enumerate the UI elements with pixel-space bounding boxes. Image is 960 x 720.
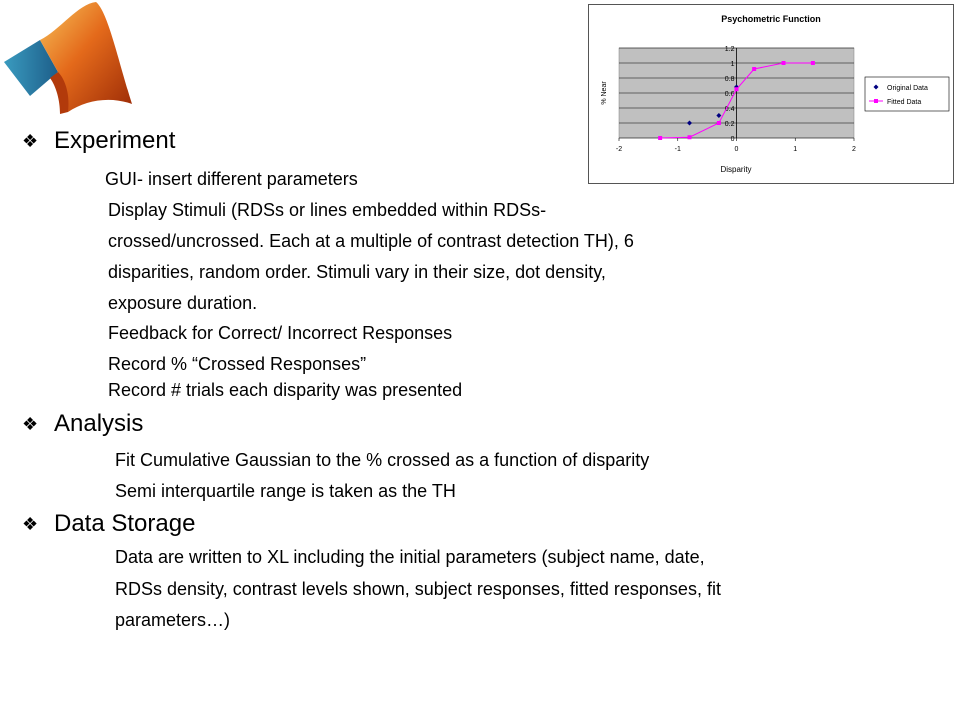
fitted-data-point xyxy=(752,67,756,71)
storage-line: Data are written to XL including the initial parameters (subject name, date, xyxy=(115,547,705,567)
experiment-line: crossed/uncrossed. Each at a multiple of contrast detection TH), 6 xyxy=(108,231,634,251)
x-tick-label: -1 xyxy=(674,146,681,153)
fitted-data-point xyxy=(717,121,721,125)
y-tick-label: 0 xyxy=(730,136,735,143)
y-tick-label: 1.2 xyxy=(724,46,735,53)
experiment-line: Feedback for Correct/ Incorrect Responses xyxy=(108,323,453,343)
experiment-line: Display Stimuli (RDSs or lines embedded within RDSs- xyxy=(108,200,547,220)
x-tick-label: 0 xyxy=(734,146,739,153)
fitted-data-point xyxy=(782,61,786,65)
experiment-line: Record % “Crossed Responses” xyxy=(108,354,367,374)
experiment-heading-text: Experiment xyxy=(54,127,176,154)
legend-label: Fitted Data xyxy=(887,99,922,106)
chart-title: Psychometric Function xyxy=(721,14,821,24)
psychometric-chart xyxy=(588,4,954,184)
y-tick-label: 1 xyxy=(730,61,735,68)
analysis-line: Fit Cumulative Gaussian to the % crossed as a function of disparity xyxy=(115,450,650,470)
experiment-line: disparities, random order. Stimuli vary in their size, dot density, xyxy=(108,262,606,282)
experiment-line: Record # trials each disparity was presented xyxy=(108,380,463,400)
diamond-bullet-icon: ❖ xyxy=(22,514,39,534)
fitted-data-point xyxy=(735,87,739,91)
x-tick-label: 1 xyxy=(793,146,798,153)
chart-x-axis-label: Disparity xyxy=(720,165,752,174)
x-tick-label: -2 xyxy=(615,146,623,153)
y-tick-label: 0.8 xyxy=(724,76,735,83)
legend-label: Original Data xyxy=(887,85,928,92)
storage-heading xyxy=(22,510,195,538)
y-tick-label: 0.2 xyxy=(724,121,735,128)
chart-y-axis-label: % Near xyxy=(601,81,608,105)
diamond-bullet-icon: ❖ xyxy=(22,414,39,434)
x-tick-label: 2 xyxy=(852,146,856,153)
fitted-data-point xyxy=(811,61,815,65)
chart-canvas xyxy=(589,5,953,183)
matlab-logo-icon xyxy=(0,0,135,120)
storage-heading-text: Data Storage xyxy=(54,510,196,537)
diamond-bullet-icon: ❖ xyxy=(22,131,39,151)
experiment-line: GUI- insert different parameters xyxy=(105,169,358,189)
storage-line: RDSs density, contrast levels shown, subject responses, fitted responses, fit xyxy=(115,579,721,599)
y-tick-label: 0.6 xyxy=(724,91,735,98)
y-tick-label: 0.4 xyxy=(724,106,735,113)
experiment-line: exposure duration. xyxy=(108,293,258,313)
analysis-heading-text: Analysis xyxy=(54,410,144,437)
experiment-heading xyxy=(22,127,175,155)
analysis-heading xyxy=(22,410,143,438)
storage-line: parameters…) xyxy=(115,610,231,630)
legend-marker xyxy=(874,99,878,103)
analysis-line: Semi interquartile range is taken as the TH xyxy=(115,481,456,501)
fitted-data-point xyxy=(688,135,692,139)
fitted-data-point xyxy=(658,136,662,140)
